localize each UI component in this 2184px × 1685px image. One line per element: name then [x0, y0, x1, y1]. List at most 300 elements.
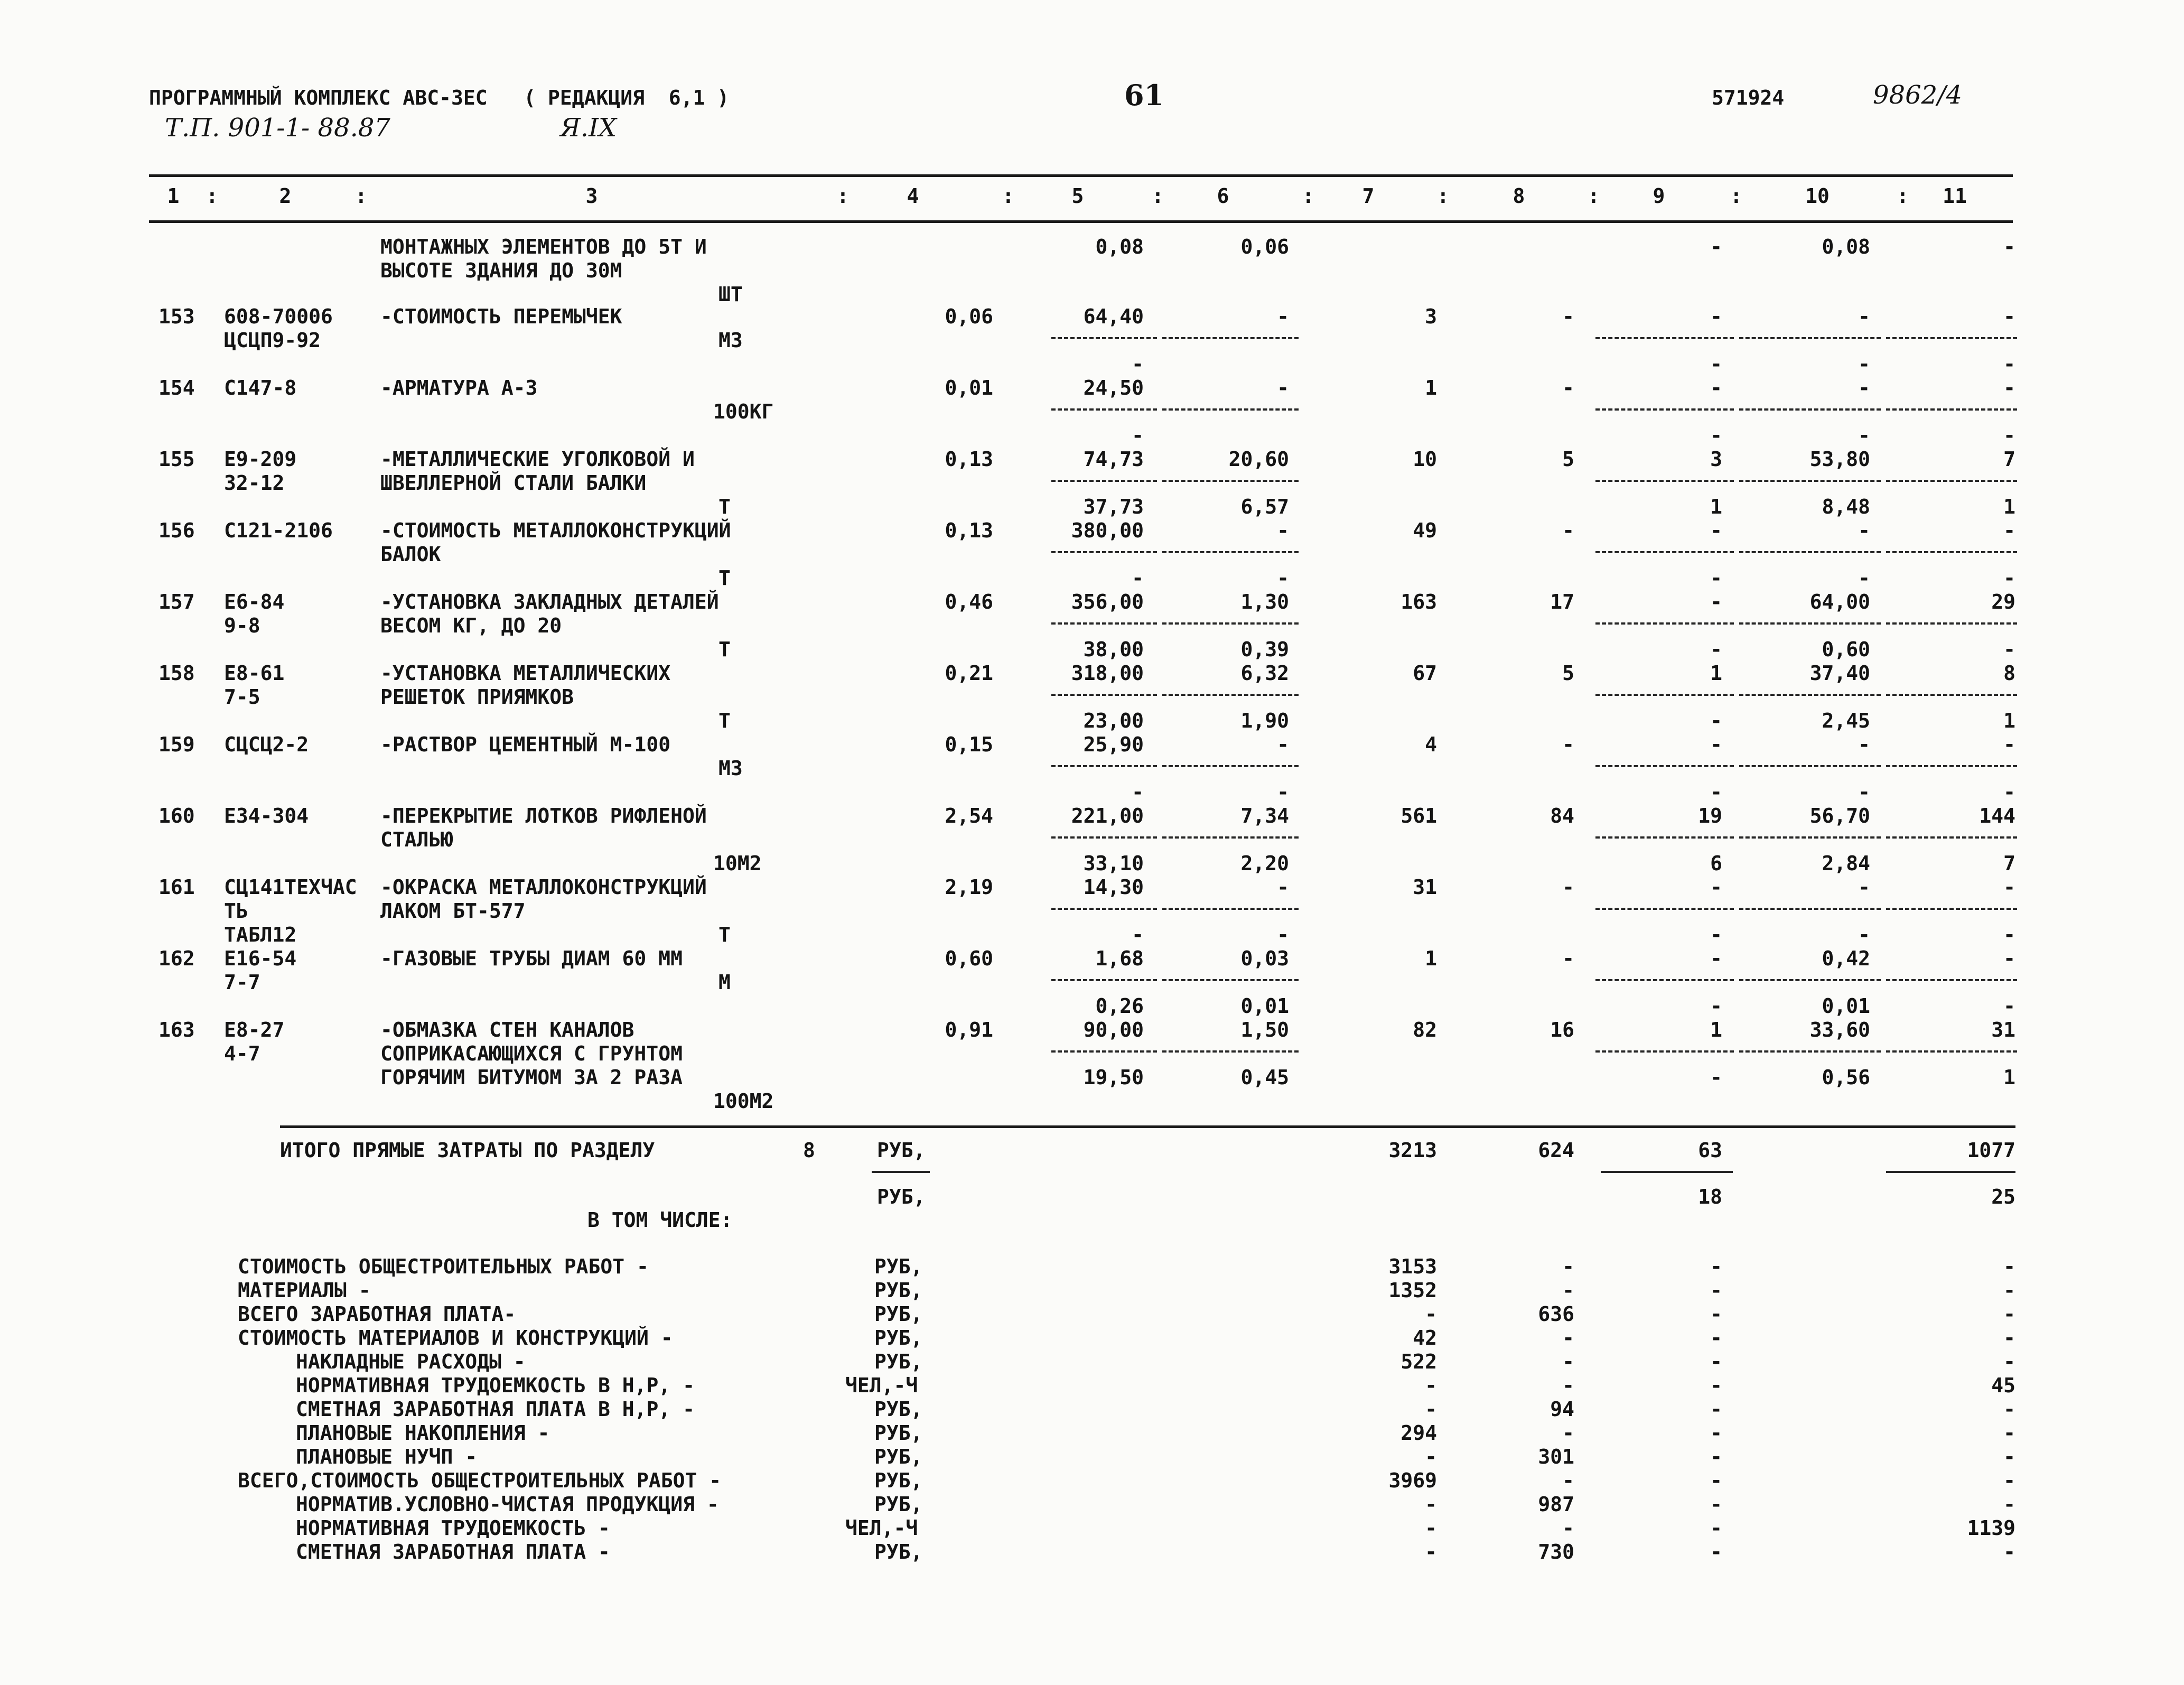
- cell-col-11: 144: [1979, 804, 2015, 827]
- summary-col-9: -: [1710, 1469, 1722, 1492]
- cell-col-5: 380,00: [1071, 519, 1144, 542]
- work-description-line2: ВЕСОМ КГ, ДО 20: [380, 614, 562, 637]
- cell-wages-col-6: -: [1277, 923, 1289, 946]
- cell-col-7: 10: [1413, 448, 1437, 471]
- subtotal-divider: [1739, 1050, 1881, 1053]
- summary-col-7: -: [1425, 1302, 1437, 1326]
- column-header-2: 2: [279, 184, 292, 208]
- column-header-3: 3: [585, 184, 598, 208]
- cell-col-6: 20,60: [1228, 448, 1289, 471]
- summary-col-11: -: [2003, 1326, 2015, 1349]
- subtotal-divider: [1886, 836, 2017, 839]
- cell-wages-col-11: -: [2003, 923, 2015, 946]
- work-description: МОНТАЖНЫХ ЭЛЕМЕНТОВ ДО 5Т И: [380, 235, 707, 258]
- cell-col-4: 0,01: [945, 376, 993, 399]
- cell-col-5: 221,00: [1071, 804, 1144, 827]
- cell-col-11: -: [2003, 235, 2015, 258]
- program-header: ПРОГРАММНЫЙ КОМПЛЕКС АВС-3ЕС ( РЕДАКЦИЯ 6,1 ): [149, 86, 730, 109]
- cell-col-11: -: [2003, 305, 2015, 328]
- summary-col-8: -: [1562, 1279, 1574, 1302]
- header-rule-top: [149, 174, 2013, 177]
- summary-col-8: -: [1562, 1516, 1574, 1540]
- cell-col-9: -: [1710, 235, 1722, 258]
- column-separator: :: [1302, 184, 1314, 208]
- cell-wages-col-10: 0,01: [1822, 994, 1870, 1018]
- cell-wages-col-10: 2,45: [1822, 709, 1870, 732]
- summary-label: НОРМАТИВНАЯ ТРУДОЕМКОСТЬ -: [296, 1516, 610, 1540]
- total-label: ИТОГО ПРЯМЫЕ ЗАТРАТЫ ПО РАЗДЕЛУ: [280, 1139, 655, 1162]
- cell-col-7: 4: [1425, 733, 1437, 756]
- summary-label: НОРМАТИВНАЯ ТРУДОЕМКОСТЬ В Н,Р, -: [296, 1374, 695, 1397]
- cell-col-10: -: [1858, 305, 1870, 328]
- rate-code-line2: 7-7: [224, 971, 260, 994]
- summary-col-9: -: [1710, 1255, 1722, 1278]
- cell-col-6: -: [1277, 519, 1289, 542]
- cell-wages-col-5: 23,00: [1083, 709, 1144, 732]
- cell-col-5: 25,90: [1083, 733, 1144, 756]
- cell-col-4: 0,46: [945, 590, 993, 613]
- summary-unit: РУБ,: [874, 1350, 923, 1373]
- unit-of-measure: М3: [718, 329, 743, 352]
- cell-wages-col-9: -: [1710, 780, 1722, 804]
- handwritten-album: Я.IX: [560, 113, 617, 143]
- cell-wages-col-5: -: [1132, 923, 1144, 946]
- cell-col-4: 2,19: [945, 876, 993, 899]
- total-unit: РУБ,: [877, 1139, 926, 1162]
- cell-wages-col-10: 2,84: [1822, 852, 1870, 875]
- cell-wages-col-11: -: [2003, 638, 2015, 661]
- summary-unit: РУБ,: [874, 1302, 923, 1326]
- row-number: 162: [158, 947, 195, 970]
- unit-of-measure: Т: [718, 495, 731, 518]
- unit-of-measure: М3: [718, 757, 743, 780]
- summary-col-9: -: [1710, 1326, 1722, 1349]
- cell-wages-col-6: -: [1277, 780, 1289, 804]
- summary-col-11: -: [2003, 1540, 2015, 1563]
- summary-col-7: 3153: [1388, 1255, 1437, 1278]
- total-wages-unit: РУБ,: [877, 1185, 926, 1208]
- summary-unit: РУБ,: [874, 1421, 923, 1445]
- cell-col-10: -: [1858, 876, 1870, 899]
- cell-col-9: -: [1710, 376, 1722, 399]
- summary-col-7: -: [1425, 1493, 1437, 1516]
- column-separator: :: [1437, 184, 1449, 208]
- summary-col-7: 1352: [1388, 1279, 1437, 1302]
- subtotal-divider: [1595, 908, 1734, 910]
- summary-unit: РУБ,: [874, 1493, 923, 1516]
- unit-of-measure: Т: [718, 923, 731, 946]
- cell-col-7: 82: [1413, 1018, 1437, 1041]
- work-description: -УСТАНОВКА МЕТАЛЛИЧЕСКИХ: [380, 662, 671, 685]
- summary-label: НАКЛАДНЫЕ РАСХОДЫ -: [296, 1350, 526, 1373]
- total-unit-divider: [872, 1171, 930, 1173]
- rate-code-line2: ТЬ: [224, 899, 248, 923]
- cell-col-6: 1,30: [1240, 590, 1289, 613]
- cell-wages-col-10: -: [1858, 352, 1870, 376]
- subtotal-divider: [1051, 480, 1157, 482]
- summary-col-9: -: [1710, 1540, 1722, 1563]
- cell-col-4: 0,15: [945, 733, 993, 756]
- summary-col-8: -: [1562, 1421, 1574, 1445]
- cell-wages-col-11: -: [2003, 352, 2015, 376]
- cell-wages-col-9: -: [1710, 923, 1722, 946]
- cell-col-8: -: [1562, 376, 1574, 399]
- rate-code: 608-70006: [224, 305, 333, 328]
- subtotal-divider: [1739, 836, 1881, 839]
- subtotal-divider: [1162, 337, 1299, 339]
- cell-col-9: -: [1710, 733, 1722, 756]
- total-divider-col11: [1886, 1171, 2015, 1173]
- subtotal-divider: [1595, 480, 1734, 482]
- rate-code: Е8-27: [224, 1018, 285, 1041]
- summary-col-7: -: [1425, 1540, 1437, 1563]
- cell-col-5: 24,50: [1083, 376, 1144, 399]
- subtotal-divider: [1051, 765, 1157, 767]
- column-separator: :: [837, 184, 849, 208]
- cell-col-9: -: [1710, 876, 1722, 899]
- subtotal-divider: [1886, 408, 2017, 411]
- subtotal-divider: [1051, 551, 1157, 553]
- cell-wages-col-11: -: [2003, 566, 2015, 590]
- cell-col-6: 0,03: [1240, 947, 1289, 970]
- summary-col-8: 636: [1538, 1302, 1574, 1326]
- summary-col-8: -: [1562, 1326, 1574, 1349]
- unit-of-measure: ШТ: [718, 283, 743, 306]
- row-number: 160: [158, 804, 195, 827]
- summary-col-8: 987: [1538, 1493, 1574, 1516]
- cell-col-4: 0,06: [945, 305, 993, 328]
- subtotal-divider: [1886, 551, 2017, 553]
- summary-unit: РУБ,: [874, 1469, 923, 1492]
- summary-col-8: -: [1562, 1255, 1574, 1278]
- cell-wages-col-9: 1: [1710, 495, 1722, 518]
- summary-col-7: -: [1425, 1374, 1437, 1397]
- summary-label: ПЛАНОВЫЕ НАКОПЛЕНИЯ -: [296, 1421, 550, 1445]
- summary-col-7: 42: [1413, 1326, 1437, 1349]
- total-col-7: 3213: [1388, 1139, 1437, 1162]
- summary-col-9: -: [1710, 1516, 1722, 1540]
- cell-wages-col-9: -: [1710, 638, 1722, 661]
- cell-col-8: -: [1562, 519, 1574, 542]
- cell-col-10: 33,60: [1809, 1018, 1870, 1041]
- cell-col-7: 163: [1401, 590, 1437, 613]
- summary-label: СТОИМОСТЬ МАТЕРИАЛОВ И КОНСТРУКЦИЙ -: [238, 1326, 673, 1349]
- handwritten-tp-number: Т.П. 901-1- 88.87: [165, 113, 390, 143]
- including-label: В ТОМ ЧИСЛЕ:: [587, 1208, 733, 1232]
- cell-col-7: 1: [1425, 947, 1437, 970]
- rate-code: Е16-54: [224, 947, 297, 970]
- cell-col-8: -: [1562, 305, 1574, 328]
- work-description: -ПЕРЕКРЫТИЕ ЛОТКОВ РИФЛЕНОЙ: [380, 804, 707, 827]
- cell-col-7: 3: [1425, 305, 1437, 328]
- rate-code: С121-2106: [224, 519, 333, 542]
- cell-wages-col-5: 19,50: [1083, 1066, 1144, 1089]
- summary-unit: РУБ,: [874, 1540, 923, 1563]
- cell-col-5: 64,40: [1083, 305, 1144, 328]
- cell-wages-col-10: 0,60: [1822, 638, 1870, 661]
- row-number: 163: [158, 1018, 195, 1041]
- unit-of-measure: Т: [718, 709, 731, 732]
- cell-wages-col-11: -: [2003, 424, 2015, 447]
- cell-col-8: 84: [1550, 804, 1574, 827]
- summary-label: ВСЕГО,СТОИМОСТЬ ОБЩЕСТРОИТЕЛЬНЫХ РАБОТ -: [238, 1469, 722, 1492]
- cell-wages-col-6: 1,90: [1240, 709, 1289, 732]
- rate-code: Е6-84: [224, 590, 285, 613]
- summary-col-7: 3969: [1388, 1469, 1437, 1492]
- rate-code: С147-8: [224, 376, 297, 399]
- subtotal-divider: [1595, 765, 1734, 767]
- cell-col-11: -: [2003, 947, 2015, 970]
- cell-wages-col-11: 1: [2003, 709, 2015, 732]
- cell-wages-col-5: -: [1132, 780, 1144, 804]
- column-separator: :: [206, 184, 218, 208]
- cell-wages-col-5: 33,10: [1083, 852, 1144, 875]
- cell-wages-col-6: 0,45: [1240, 1066, 1289, 1089]
- summary-col-11: -: [2003, 1445, 2015, 1468]
- summary-unit: РУБ,: [874, 1326, 923, 1349]
- cell-col-8: -: [1562, 876, 1574, 899]
- unit-of-measure: Т: [718, 638, 731, 661]
- column-header-7: 7: [1362, 184, 1375, 208]
- rate-code-line2: ЦСЦП9-92: [224, 329, 321, 352]
- summary-unit: ЧЕЛ,-Ч: [845, 1374, 918, 1397]
- total-col-9: 63: [1698, 1139, 1722, 1162]
- column-header-4: 4: [907, 184, 919, 208]
- cell-col-11: 8: [2003, 662, 2015, 685]
- summary-unit: РУБ,: [874, 1398, 923, 1421]
- summary-col-11: -: [2003, 1398, 2015, 1421]
- cell-col-10: 0,42: [1822, 947, 1870, 970]
- cell-col-5: 1,68: [1095, 947, 1144, 970]
- cell-col-4: 0,13: [945, 519, 993, 542]
- work-description: -СТОИМОСТЬ МЕТАЛЛОКОНСТРУКЦИЙ: [380, 519, 731, 542]
- cell-col-10: 0,08: [1822, 235, 1870, 258]
- subtotal-divider: [1886, 1050, 2017, 1053]
- work-description: -ГАЗОВЫЕ ТРУБЫ ДИАМ 60 ММ: [380, 947, 683, 970]
- column-separator: :: [1897, 184, 1909, 208]
- cell-col-10: -: [1858, 376, 1870, 399]
- subtotal-divider: [1739, 908, 1881, 910]
- row-number: 159: [158, 733, 195, 756]
- cell-col-11: 29: [1991, 590, 2015, 613]
- summary-label: ПЛАНОВЫЕ НУЧП -: [296, 1445, 478, 1468]
- cell-col-8: -: [1562, 733, 1574, 756]
- cell-col-9: 1: [1710, 662, 1722, 685]
- cell-col-5: 74,73: [1083, 448, 1144, 471]
- rate-code-line2: 4-7: [224, 1042, 260, 1065]
- summary-col-9: -: [1710, 1493, 1722, 1516]
- document-number: 571924: [1712, 86, 1785, 109]
- cell-wages-col-10: 8,48: [1822, 495, 1870, 518]
- cell-col-5: 0,08: [1095, 235, 1144, 258]
- cell-col-8: 16: [1550, 1018, 1574, 1041]
- cell-wages-col-10: 0,56: [1822, 1066, 1870, 1089]
- row-number: 155: [158, 448, 195, 471]
- cell-col-6: 6,32: [1240, 662, 1289, 685]
- subtotal-divider: [1595, 408, 1734, 411]
- subtotal-divider: [1739, 622, 1881, 625]
- cell-col-4: 0,91: [945, 1018, 993, 1041]
- subtotal-divider: [1595, 694, 1734, 696]
- cell-wages-col-9: 6: [1710, 852, 1722, 875]
- row-number: 154: [158, 376, 195, 399]
- work-description-line2: СТАЛЬЮ: [380, 828, 453, 851]
- cell-col-9: -: [1710, 947, 1722, 970]
- rate-code: СЦ141ТЕХЧАС: [224, 876, 357, 899]
- cell-wages-col-9: -: [1710, 1066, 1722, 1089]
- cell-wages-col-10: -: [1858, 780, 1870, 804]
- subtotal-divider: [1051, 694, 1157, 696]
- column-separator: :: [1002, 184, 1014, 208]
- cell-wages-col-6: 2,20: [1240, 852, 1289, 875]
- work-description-line2: БАЛОК: [380, 543, 441, 566]
- cell-col-9: -: [1710, 305, 1722, 328]
- summary-col-9: -: [1710, 1445, 1722, 1468]
- cell-col-9: 1: [1710, 1018, 1722, 1041]
- summary-col-8: -: [1562, 1374, 1574, 1397]
- subtotal-divider: [1162, 480, 1299, 482]
- cell-wages-col-5: 38,00: [1083, 638, 1144, 661]
- row-number: 153: [158, 305, 195, 328]
- subtotal-divider: [1739, 765, 1881, 767]
- cell-col-4: 0,13: [945, 448, 993, 471]
- cell-col-6: -: [1277, 733, 1289, 756]
- summary-label: СМЕТНАЯ ЗАРАБОТНАЯ ПЛАТА -: [296, 1540, 610, 1563]
- summary-label: СТОИМОСТЬ ОБЩЕСТРОИТЕЛЬНЫХ РАБОТ -: [238, 1255, 649, 1278]
- unit-of-measure: 100М2: [713, 1090, 774, 1113]
- total-section-number: 8: [803, 1139, 815, 1162]
- subtotal-divider: [1886, 337, 2017, 339]
- summary-unit: ЧЕЛ,-Ч: [845, 1516, 918, 1540]
- cell-wages-col-5: -: [1132, 424, 1144, 447]
- subtotal-divider: [1162, 765, 1299, 767]
- subtotal-divider: [1886, 979, 2017, 981]
- summary-col-9: -: [1710, 1350, 1722, 1373]
- summary-col-8: -: [1562, 1469, 1574, 1492]
- cell-col-10: 64,00: [1809, 590, 1870, 613]
- work-description: -ОКРАСКА МЕТАЛЛОКОНСТРУКЦИЙ: [380, 876, 707, 899]
- summary-col-11: -: [2003, 1493, 2015, 1516]
- summary-col-11: 45: [1991, 1374, 2015, 1397]
- cell-col-11: -: [2003, 876, 2015, 899]
- cell-col-9: -: [1710, 590, 1722, 613]
- subtotal-divider: [1162, 694, 1299, 696]
- work-description: -СТОИМОСТЬ ПЕРЕМЫЧЕК: [380, 305, 622, 328]
- work-description-line2: ЛАКОМ БТ-577: [380, 899, 526, 923]
- work-description: -РАСТВОР ЦЕМЕНТНЫЙ М-100: [380, 733, 671, 756]
- cell-wages-col-9: -: [1710, 566, 1722, 590]
- cell-wages-col-5: -: [1132, 352, 1144, 376]
- summary-col-9: -: [1710, 1279, 1722, 1302]
- rate-code: Е9-209: [224, 448, 297, 471]
- cell-wages-col-9: -: [1710, 709, 1722, 732]
- cell-col-8: 5: [1562, 662, 1574, 685]
- cell-wages-col-6: -: [1277, 566, 1289, 590]
- subtotal-divider: [1162, 1050, 1299, 1053]
- subtotal-divider: [1886, 622, 2017, 625]
- cell-col-5: 318,00: [1071, 662, 1144, 685]
- cell-wages-col-6: 6,57: [1240, 495, 1289, 518]
- cell-wages-col-11: 1: [2003, 495, 2015, 518]
- cell-col-8: 17: [1550, 590, 1574, 613]
- cell-col-10: 56,70: [1809, 804, 1870, 827]
- summary-col-11: -: [2003, 1469, 2015, 1492]
- row-number: 161: [158, 876, 195, 899]
- summary-col-11: 1139: [1967, 1516, 2015, 1540]
- cell-col-8: -: [1562, 947, 1574, 970]
- header-rule-bottom: [149, 220, 2013, 223]
- summary-col-11: -: [2003, 1350, 2015, 1373]
- cell-wages-col-10: -: [1858, 566, 1870, 590]
- cell-col-6: -: [1277, 305, 1289, 328]
- summary-col-7: -: [1425, 1516, 1437, 1540]
- subtotal-divider: [1886, 480, 2017, 482]
- cell-wages-col-10: -: [1858, 923, 1870, 946]
- subtotal-divider: [1595, 622, 1734, 625]
- work-description-line2: ВЫСОТЕ ЗДАНИЯ ДО 30М: [380, 259, 622, 282]
- summary-col-7: 294: [1401, 1421, 1437, 1445]
- row-number: 156: [158, 519, 195, 542]
- summary-col-7: 522: [1401, 1350, 1437, 1373]
- summary-col-9: -: [1710, 1421, 1722, 1445]
- column-separator: :: [355, 184, 367, 208]
- summary-col-9: -: [1710, 1302, 1722, 1326]
- subtotal-divider: [1739, 480, 1881, 482]
- rate-code: СЦСЦ2-2: [224, 733, 309, 756]
- cell-wages-col-10: -: [1858, 424, 1870, 447]
- rate-code-line2: 9-8: [224, 614, 260, 637]
- subtotal-divider: [1051, 408, 1157, 411]
- cell-col-9: 3: [1710, 448, 1722, 471]
- subtotal-divider: [1595, 836, 1734, 839]
- cell-col-11: -: [2003, 733, 2015, 756]
- cell-col-6: 7,34: [1240, 804, 1289, 827]
- cell-col-7: 561: [1401, 804, 1437, 827]
- cell-col-10: 53,80: [1809, 448, 1870, 471]
- page-number: 61: [1124, 78, 1164, 112]
- total-rule: [280, 1125, 2015, 1128]
- cell-col-7: 1: [1425, 376, 1437, 399]
- cell-wages-col-9: -: [1710, 352, 1722, 376]
- subtotal-divider: [1886, 694, 2017, 696]
- rate-code: Е34-304: [224, 804, 309, 827]
- cell-wages-col-11: 1: [2003, 1066, 2015, 1089]
- summary-col-8: 94: [1550, 1398, 1574, 1421]
- subtotal-divider: [1595, 979, 1734, 981]
- cell-col-9: -: [1710, 519, 1722, 542]
- summary-unit: РУБ,: [874, 1255, 923, 1278]
- summary-col-11: -: [2003, 1279, 2015, 1302]
- cell-wages-col-6: 0,01: [1240, 994, 1289, 1018]
- column-separator: :: [1588, 184, 1600, 208]
- cell-col-9: 19: [1698, 804, 1722, 827]
- summary-unit: РУБ,: [874, 1445, 923, 1468]
- unit-of-measure: Т: [718, 566, 731, 590]
- subtotal-divider: [1051, 337, 1157, 339]
- cell-wages-col-11: -: [2003, 994, 2015, 1018]
- summary-label: МАТЕРИАЛЫ -: [238, 1279, 371, 1302]
- row-number: 158: [158, 662, 195, 685]
- column-header-10: 10: [1805, 184, 1830, 208]
- cell-col-4: 2,54: [945, 804, 993, 827]
- subtotal-divider: [1595, 1050, 1734, 1053]
- subtotal-divider: [1051, 979, 1157, 981]
- column-header-1: 1: [167, 184, 180, 208]
- cell-wages-col-9: -: [1710, 424, 1722, 447]
- subtotal-divider: [1162, 908, 1299, 910]
- cell-col-6: 1,50: [1240, 1018, 1289, 1041]
- subtotal-divider: [1739, 694, 1881, 696]
